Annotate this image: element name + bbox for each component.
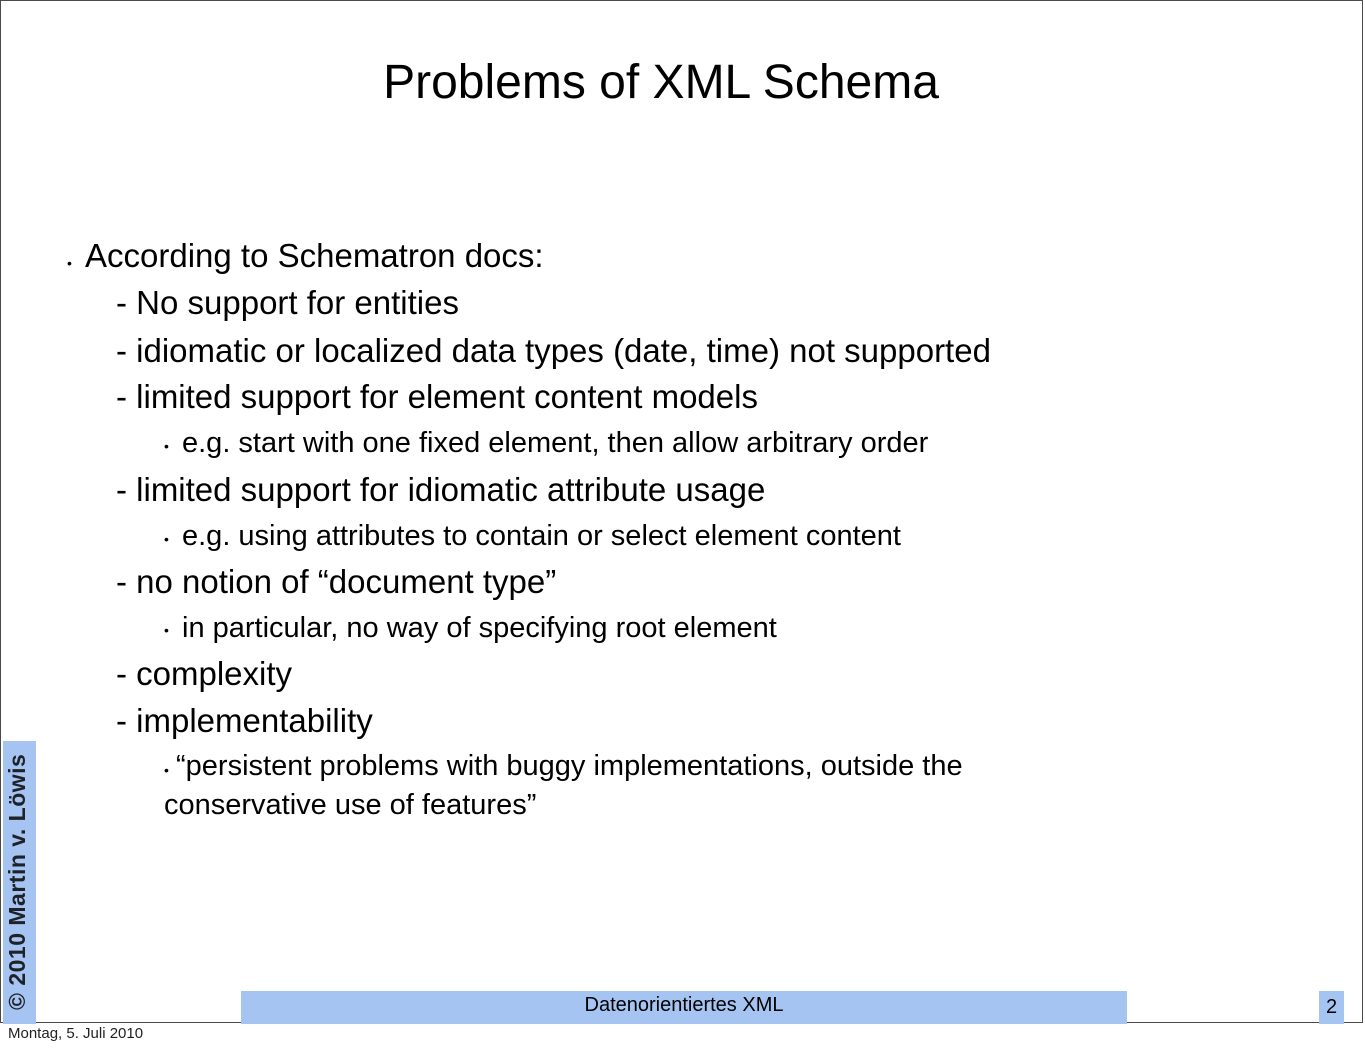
bullet-level2: - limited support for element content models [116, 378, 758, 415]
date-stamp: Montag, 5. Juli 2010 [8, 1025, 144, 1042]
footer-bar [241, 991, 1127, 1024]
bullet-level3: e.g. using attributes to contain or select element content [182, 520, 901, 552]
bullet-dot-icon: • [164, 438, 169, 454]
bullet-dot-icon: • [164, 622, 169, 638]
bullet-level2: - implementability [116, 702, 373, 739]
bullet-dot-icon: • [67, 255, 72, 271]
bullet-level3: e.g. start with one fixed element, then allow arbitrary order [182, 427, 929, 459]
bullet-level2: - No support for entities [116, 284, 459, 321]
page-number-box [1319, 991, 1344, 1024]
bullet-dot-icon: • [164, 762, 169, 778]
bullet-level2: - limited support for idiomatic attribute usage [116, 471, 766, 508]
bullet-level3-continuation: conservative use of features” [164, 789, 537, 821]
bullet-level3: “persistent problems with buggy implementations, outside the [176, 750, 963, 782]
bullet-level2: - complexity [116, 655, 293, 692]
bullet-level3: in particular, no way of specifying root element [182, 612, 777, 644]
bullet-level2: - idiomatic or localized data types (date, time) not supported [116, 332, 991, 369]
bullet-level1: According to Schematron docs: [85, 237, 544, 274]
copyright-text: © 2010 Martin v. Löwis [4, 753, 30, 1010]
bullet-level2: - no notion of “document type” [116, 563, 557, 600]
slide-title: Problems of XML Schema [383, 56, 939, 109]
page-number: 2 [1325, 996, 1338, 1018]
footer-title: Datenorientiertes XML [584, 994, 784, 1016]
bullet-dot-icon: • [164, 531, 169, 547]
